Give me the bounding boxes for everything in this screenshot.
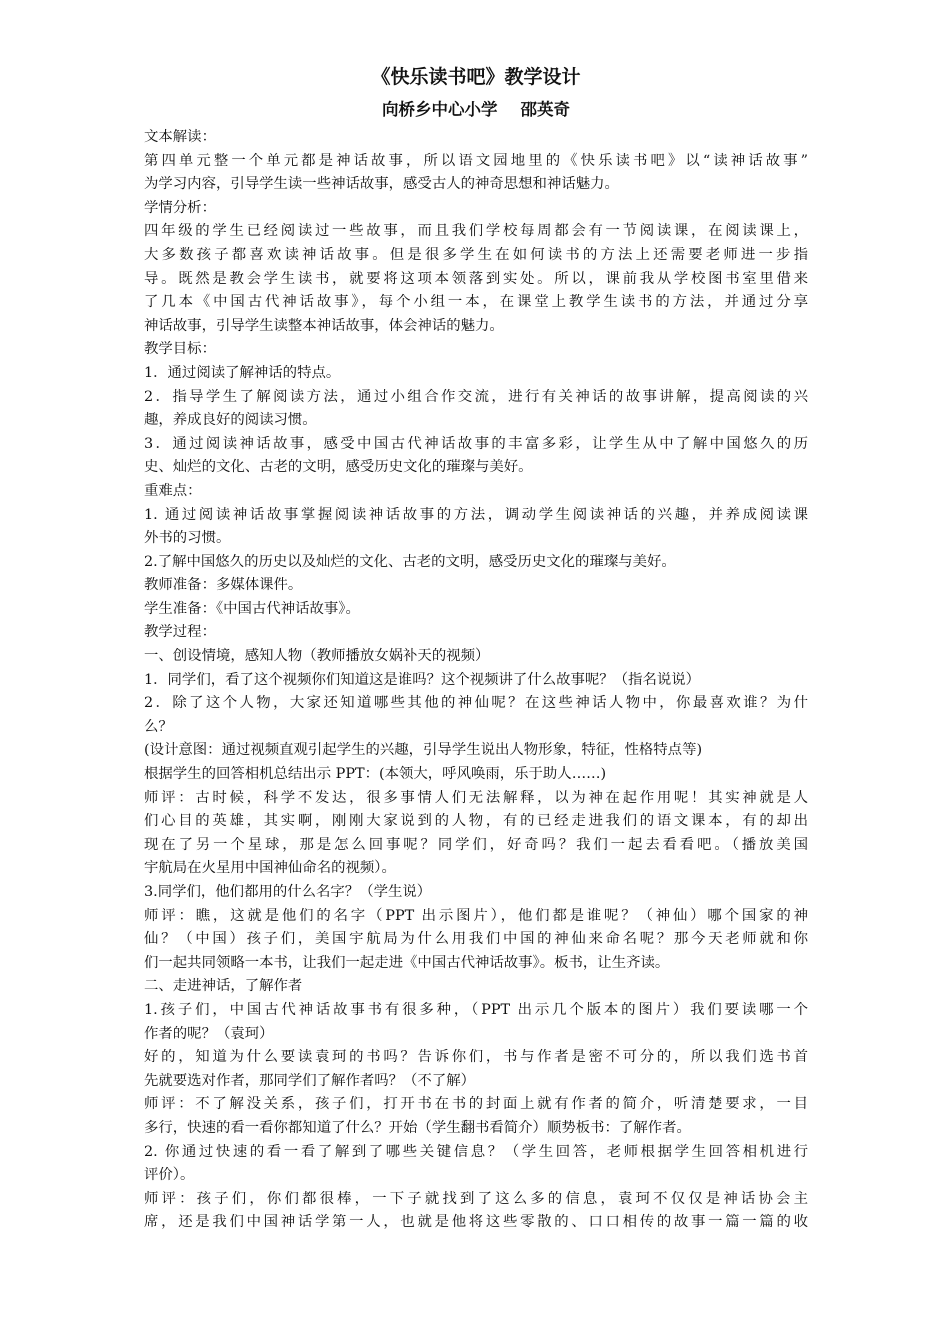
body-text-line: 学情分析：: [144, 199, 216, 216]
body-text-line: 么？: [144, 718, 173, 735]
body-text-line: 教学过程：: [144, 624, 216, 641]
body-text-line: 宇航局在火星用中国神仙命名的视频）。: [144, 860, 396, 877]
body-text-line: 文本解读：: [144, 129, 216, 145]
body-text-line: 师评：不了解没关系，孩子们，打开书在书的封面上就有作者的简介，听清楚要求，一目: [144, 1096, 808, 1113]
body-text-line: 一、创设情境，感知人物（教师播放女娲补天的视频）: [144, 648, 490, 665]
body-text-line: 1．通过阅读了解神话的特点。: [144, 364, 341, 381]
body-text-line: 外书的习惯。: [144, 530, 231, 547]
body-text-line: 席，还是我们中国神话学第一人，也就是他将这些零散的、口口相传的故事一篇一篇的收: [144, 1214, 808, 1231]
body-text-line: 先就要选对作者，那同学们了解作者吗？（不了解）: [144, 1072, 475, 1089]
body-text-line: 多行，快速的看一看你都知道了什么？开始（学生翻书看简介）顺势板书：了解作者。: [144, 1119, 691, 1136]
body-text-line: 为学习内容，引导学生读一些神话故事，感受古人的神奇思想和神话魅力。: [144, 176, 619, 193]
body-text-line: 师评：瞧，这就是他们的名字（PPT 出示图片），他们都是谁呢？（神仙）哪个国家的神: [144, 907, 808, 924]
document-body: [144, 126, 808, 1235]
body-text-line: 史、灿烂的文化、古老的文明，感受历史文化的璀璨与美好。: [144, 459, 533, 476]
body-text-line: 3.同学们，他们都用的什么名字？（学生说）: [144, 884, 432, 900]
body-text-line: 了几本《中国古代神话故事》，每个小组一本，在课堂上教学生读书的方法，并通过分享: [144, 294, 808, 311]
body-text-line: 2.了解中国悠久的历史以及灿烂的文化、古老的文明，感受历史文化的璀璨与美好。: [144, 553, 676, 570]
body-text-line: 师评：古时候，科学不发达，很多事情人们无法解释，以为神在起作用呢！其实神就是人: [144, 789, 808, 806]
body-text-line: 2. 你通过快速的看一看了解到了哪些关键信息？（学生回答，老师根据学生回答相机进行: [144, 1143, 808, 1160]
body-text-line: 1．同学们，看了这个视频你们知道这是谁吗？这个视频讲了什么故事呢？（指名说说）: [144, 671, 701, 688]
body-text-line: 根据学生的回答相机总结出示 PPT：(本领大，呼风唤雨，乐于助人……): [144, 766, 607, 783]
document-title: 《快乐读书吧》教学设计: [371, 66, 581, 88]
body-text-line: 第四单元整一个单元都是神话故事，所以语文园地里的《快乐读书吧》以“读神话故事”: [144, 152, 808, 169]
body-text-line: 3．通过阅读神话故事，感受中国古代神话故事的丰富多彩，让学生从中了解中国悠久的历: [144, 435, 808, 452]
body-text-line: 仙？（中国）孩子们，美国宇航局为什么用我们中国的神仙来命名呢？那今天老师就和你: [144, 931, 808, 948]
body-text-line: 2．除了这个人物，大家还知道哪些其他的神仙呢？在这些神话人物中，你最喜欢谁？为什: [144, 695, 808, 712]
body-text-line: 2．指导学生了解阅读方法，通过小组合作交流，进行有关神话的故事讲解，提高阅读的兴: [144, 388, 808, 405]
body-text-line: 学生准备：《中国古代神话故事》。: [144, 600, 360, 617]
body-text-line: 评价）。: [144, 1167, 195, 1184]
body-text-line: 教师准备：多媒体课件。: [144, 577, 303, 594]
body-text-line: 趣，养成良好的阅读习惯。: [144, 412, 317, 429]
body-text-line: 1.孩子们，中国古代神话故事书有很多种，（PPT 出示几个版本的图片）我们要读哪一个: [144, 1001, 808, 1018]
document-page: [144, 62, 808, 1235]
body-text-line: 1. 通过阅读神话故事掌握阅读神话故事的方法，调动学生阅读神话的兴趣，并养成阅读课: [144, 506, 808, 523]
body-text-line: 好的，知道为什么要读袁珂的书吗？告诉你们，书与作者是密不可分的，所以我们选书首: [144, 1049, 808, 1066]
author-line: 向桥乡中心小学 邵英奇: [382, 100, 570, 119]
body-text-line: 重难点：: [144, 482, 202, 499]
body-text-line: 神话故事，引导学生读整本神话故事，体会神话的魅力。: [144, 317, 504, 334]
body-text-line: 导。既然是教会学生读书，就要将这项本领落到实处。所以，课前我从学校图书室里借来: [144, 270, 808, 287]
body-text-line: 大多数孩子都喜欢读神话故事。但是很多学生在如何读书的方法上还需要老师进一步指: [144, 246, 808, 263]
body-text-line: 们心目的英雄，其实啊，刚刚大家说到的人物，有的已经走进我们的语文课本，有的却出: [144, 813, 808, 830]
body-text-line: 现在了另一个星球，那是怎么回事呢？同学们，好奇吗？我们一起去看看吧。（播放美国: [144, 836, 808, 853]
body-text-line: (设计意图：通过视频直观引起学生的兴趣，引导学生说出人物形象，特征，性格特点等): [144, 742, 703, 759]
body-text-line: 作者的呢？（袁珂）: [144, 1025, 274, 1042]
body-text-line: 教学目标：: [144, 341, 216, 358]
body-text-line: 师评：孩子们，你们都很棒，一下子就找到了这么多的信息，袁珂不仅仅是神话协会主: [144, 1190, 808, 1207]
body-text-line: 们一起共同领略一本书，让我们一起走进《中国古代神话故事》。板书，让生齐读。: [144, 954, 670, 971]
body-text-line: 四年级的学生已经阅读过一些故事，而且我们学校每周都会有一节阅读课，在阅读课上，: [144, 223, 808, 240]
body-text-line: 二、走进神话，了解作者: [144, 978, 303, 995]
